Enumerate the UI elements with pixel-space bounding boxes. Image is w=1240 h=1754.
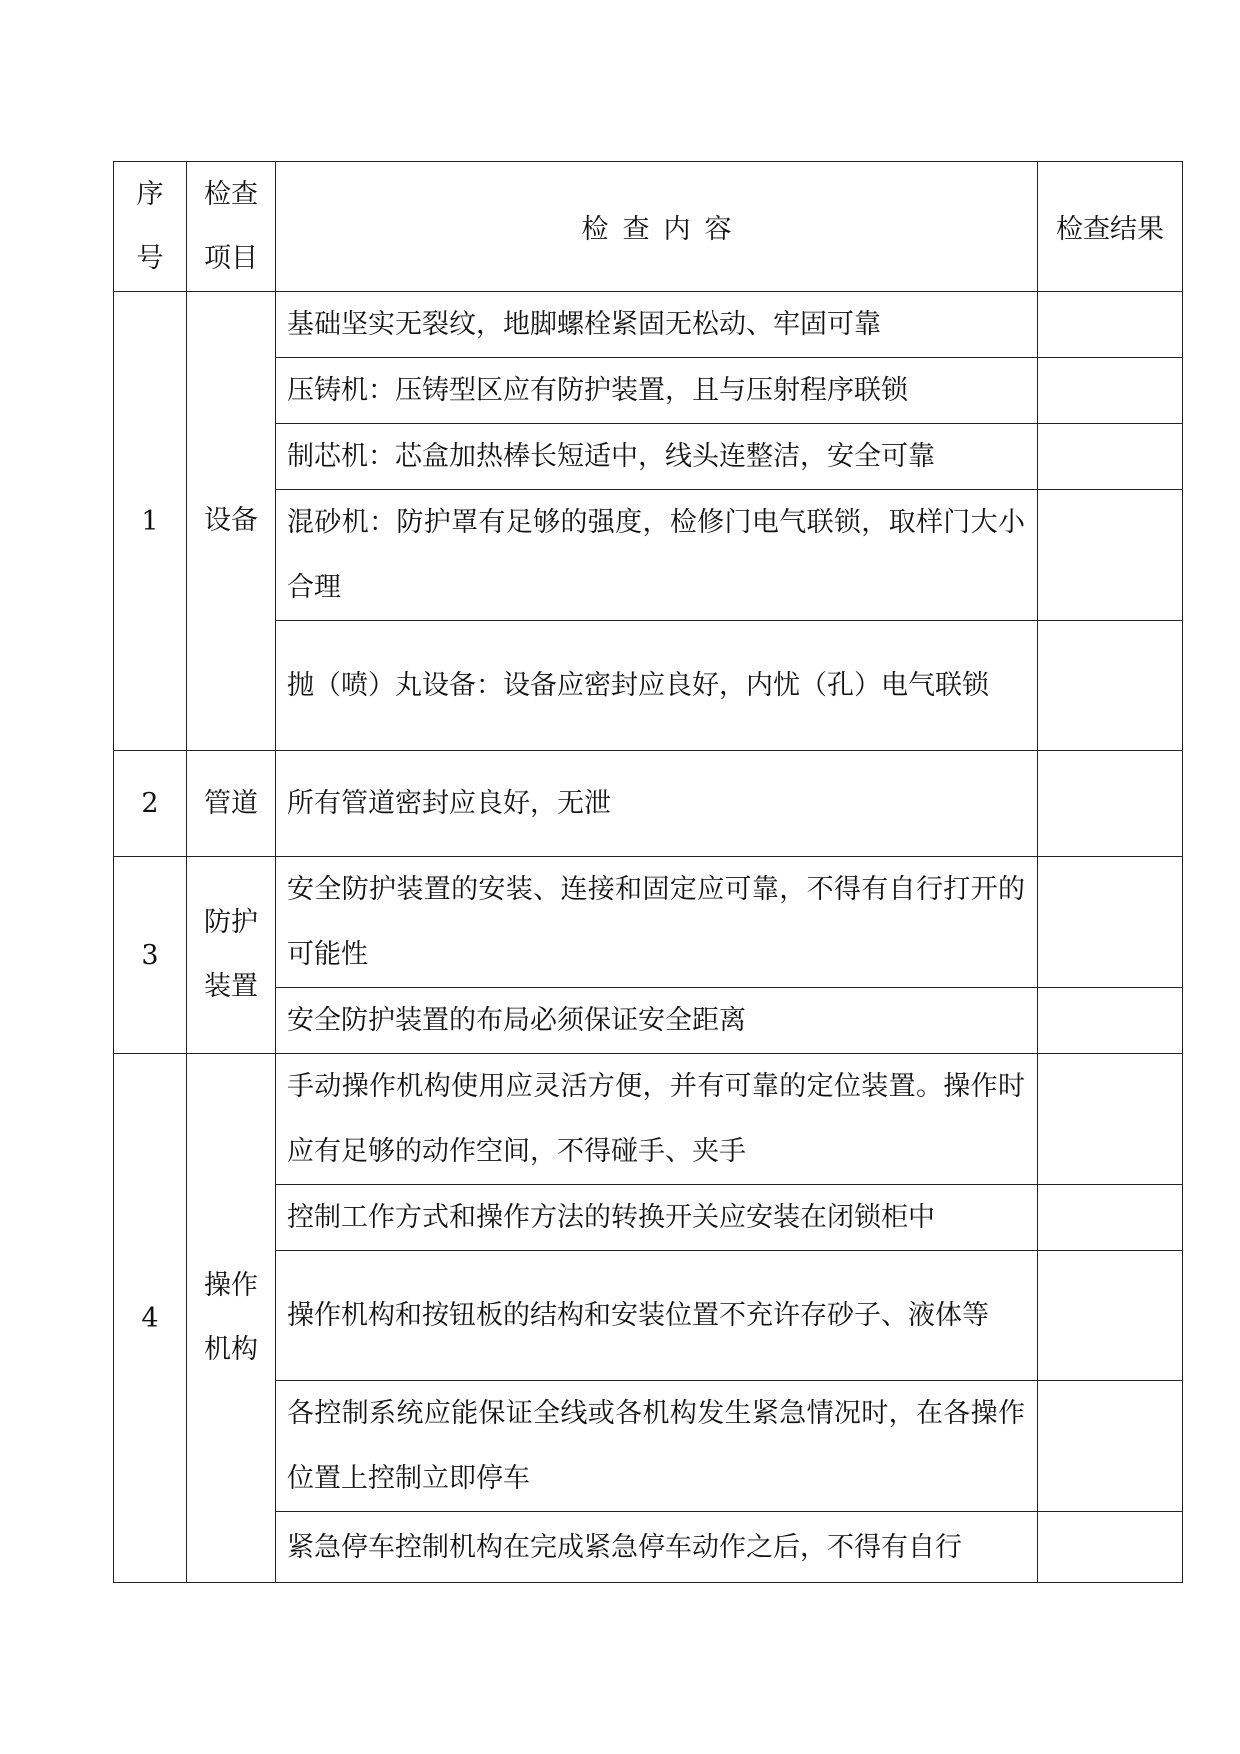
row-content: 安全防护装置的安装、连接和固定应可靠，不得有自行打开的可能性 (276, 857, 1038, 988)
row-result[interactable] (1038, 1251, 1183, 1381)
header-result: 检查结果 (1038, 162, 1183, 292)
row-content: 混砂机：防护罩有足够的强度，检修门电气联锁，取样门大小合理 (276, 490, 1038, 621)
row-result[interactable] (1038, 292, 1183, 358)
row-content: 紧急停车控制机构在完成紧急停车动作之后，不得有自行 (276, 1512, 1038, 1583)
row-result[interactable] (1038, 988, 1183, 1054)
row-content: 所有管道密封应良好，无泄 (276, 751, 1038, 857)
row-result[interactable] (1038, 1185, 1183, 1251)
row-content: 各控制系统应能保证全线或各机构发生紧急情况时，在各操作位置上控制立即停车 (276, 1381, 1038, 1512)
row-number: 2 (114, 751, 187, 857)
row-result[interactable] (1038, 751, 1183, 857)
row-item: 设备 (187, 292, 276, 751)
table-header-row (114, 162, 1183, 292)
row-item: 操作机构 (187, 1054, 276, 1583)
row-content: 制芯机：芯盒加热棒长短适中，线头连整洁，安全可靠 (276, 424, 1038, 490)
row-item: 管道 (187, 751, 276, 857)
table-row (114, 1054, 1183, 1185)
table-row (114, 751, 1183, 857)
row-content: 手动操作机构使用应灵活方便，并有可靠的定位装置。操作时应有足够的动作空间，不得碰手、夹手 (276, 1054, 1038, 1185)
header-content: 检查内容 (276, 162, 1038, 292)
header-no: 序号 (114, 162, 187, 292)
row-item: 防护装置 (187, 857, 276, 1054)
row-result[interactable] (1038, 857, 1183, 988)
header-item: 检查项目 (187, 162, 276, 292)
row-content: 压铸机：压铸型区应有防护装置，且与压射程序联锁 (276, 358, 1038, 424)
row-result[interactable] (1038, 424, 1183, 490)
row-result[interactable] (1038, 621, 1183, 751)
row-result[interactable] (1038, 490, 1183, 621)
row-result[interactable] (1038, 1512, 1183, 1583)
row-content: 控制工作方式和操作方法的转换开关应安装在闭锁柜中 (276, 1185, 1038, 1251)
row-content: 安全防护装置的布局必须保证安全距离 (276, 988, 1038, 1054)
row-number: 1 (114, 292, 187, 751)
row-content: 抛（喷）丸设备：设备应密封应良好，内忧（孔）电气联锁 (276, 621, 1038, 751)
table-row (114, 292, 1183, 358)
row-content: 操作机构和按钮板的结构和安装位置不充许存砂子、液体等 (276, 1251, 1038, 1381)
row-result[interactable] (1038, 358, 1183, 424)
row-number: 3 (114, 857, 187, 1054)
row-result[interactable] (1038, 1054, 1183, 1185)
table-row (114, 857, 1183, 988)
row-number: 4 (114, 1054, 187, 1583)
inspection-table (113, 161, 1183, 1583)
row-result[interactable] (1038, 1381, 1183, 1512)
row-content: 基础坚实无裂纹，地脚螺栓紧固无松动、牢固可靠 (276, 292, 1038, 358)
